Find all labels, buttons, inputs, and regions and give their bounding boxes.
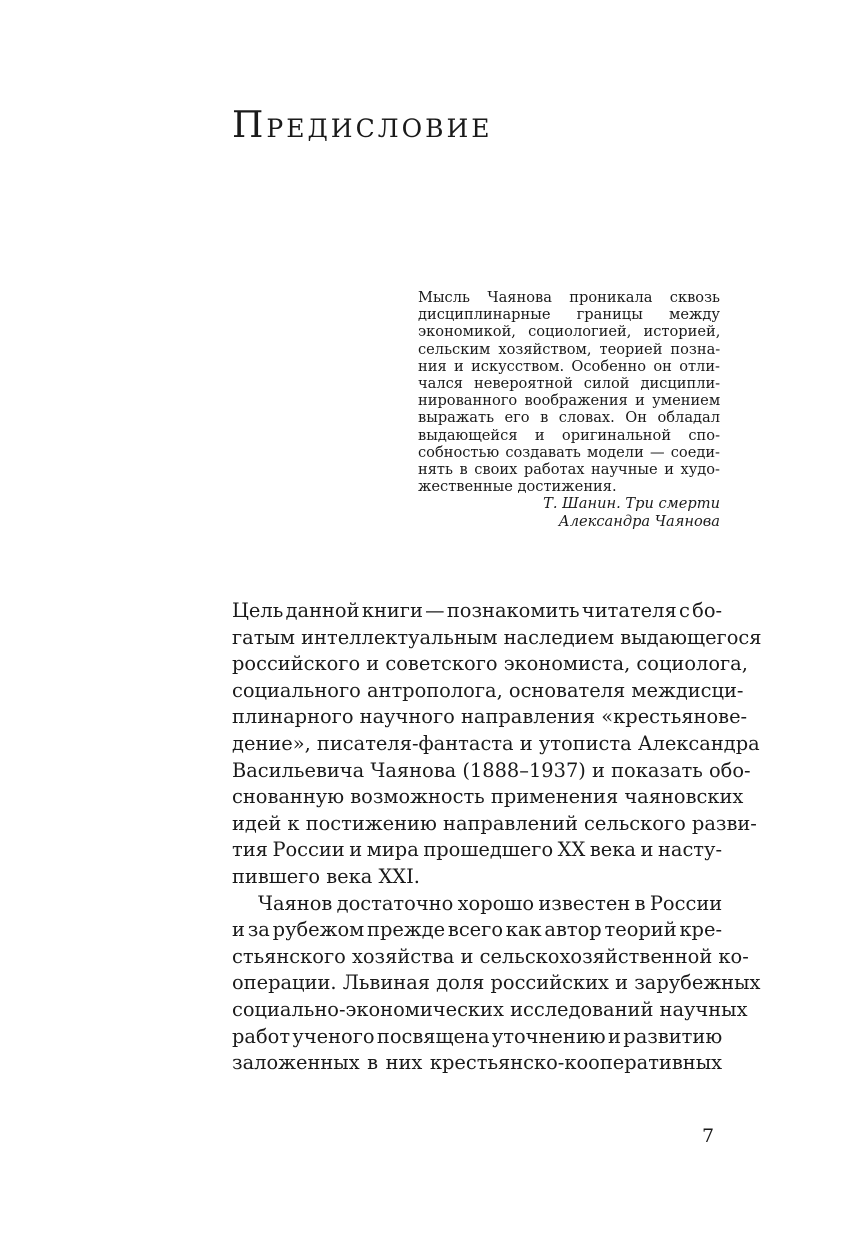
text-line: тия России и мира прошедшего XX века и насту- [232, 838, 722, 862]
body-text [232, 598, 762, 1077]
text-line: гатым интеллектуальным наследием выдающегося [232, 625, 762, 649]
text-line: операции. Львиная доля российских и зарубежных [232, 971, 761, 995]
text-line: дение», писателя-фантаста и утописта Александра [232, 731, 760, 755]
epigraph-line: собностью создавать модели — соеди- [418, 443, 720, 461]
text-line: Цель данной книги — познакомить читателя с бо- [232, 599, 723, 622]
epigraph-line: Мысль Чаянова проникала сквозь [418, 289, 720, 306]
text-line: идей к постижению направлений сельского разви- [232, 811, 757, 835]
text-line: социального антрополога, основателя междисци- [232, 678, 744, 702]
text-line: заложенных в них крестьянско-кооперативных [232, 1051, 723, 1075]
epigraph-attribution: Александра Чаянова [558, 512, 720, 530]
paragraph-2 [232, 891, 761, 1077]
text-line: российского и советского экономиста, социолога, [232, 652, 748, 676]
page-number: 7 [702, 1125, 715, 1147]
epigraph-line: экономикой, социологией, историей, [418, 323, 721, 341]
epigraph-line: выдающейся и оригинальной спо- [418, 426, 720, 444]
text-line: Васильевича Чаянова (1888–1937) и показать обо- [232, 758, 751, 782]
text-line: и за рубежом прежде всего как автор теорий кре- [232, 918, 722, 942]
epigraph-line: ния и искусством. Особенно он отли- [418, 357, 720, 375]
text-line: снованную возможность применения чаяновских [232, 785, 744, 809]
text-line: пившего века XXI. [232, 864, 420, 888]
epigraph-line: нированного воображения и умением [418, 392, 721, 410]
paragraph-1 [232, 598, 762, 891]
epigraph-line: нять в своих работах научные и худо- [418, 461, 720, 479]
epigraph-line: сельским хозяйством, теорией позна- [418, 340, 721, 358]
epigraph-line: чался невероятной силой дисципли- [418, 375, 721, 393]
epigraph [418, 289, 720, 530]
text-line: работ ученого посвящена уточнению и развитию [232, 1024, 723, 1048]
text-line: стьянского хозяйства и сельскохозяйственной ко- [232, 944, 749, 968]
text-line: социально-экономических исследований научных [232, 997, 748, 1021]
text-line: плинарного научного направления «крестьянове- [232, 705, 748, 729]
epigraph-line: дисциплинарные границы между [418, 306, 720, 324]
epigraph-attribution: Т. Шанин. Три смерти [543, 495, 720, 513]
epigraph-line: жественные достижения. [418, 478, 617, 496]
page-title: Предисловие [232, 105, 493, 146]
epigraph-line: выражать его в словах. Он обладал [418, 409, 720, 427]
text-line: Чаянов достаточно хорошо известен в России [258, 891, 723, 915]
